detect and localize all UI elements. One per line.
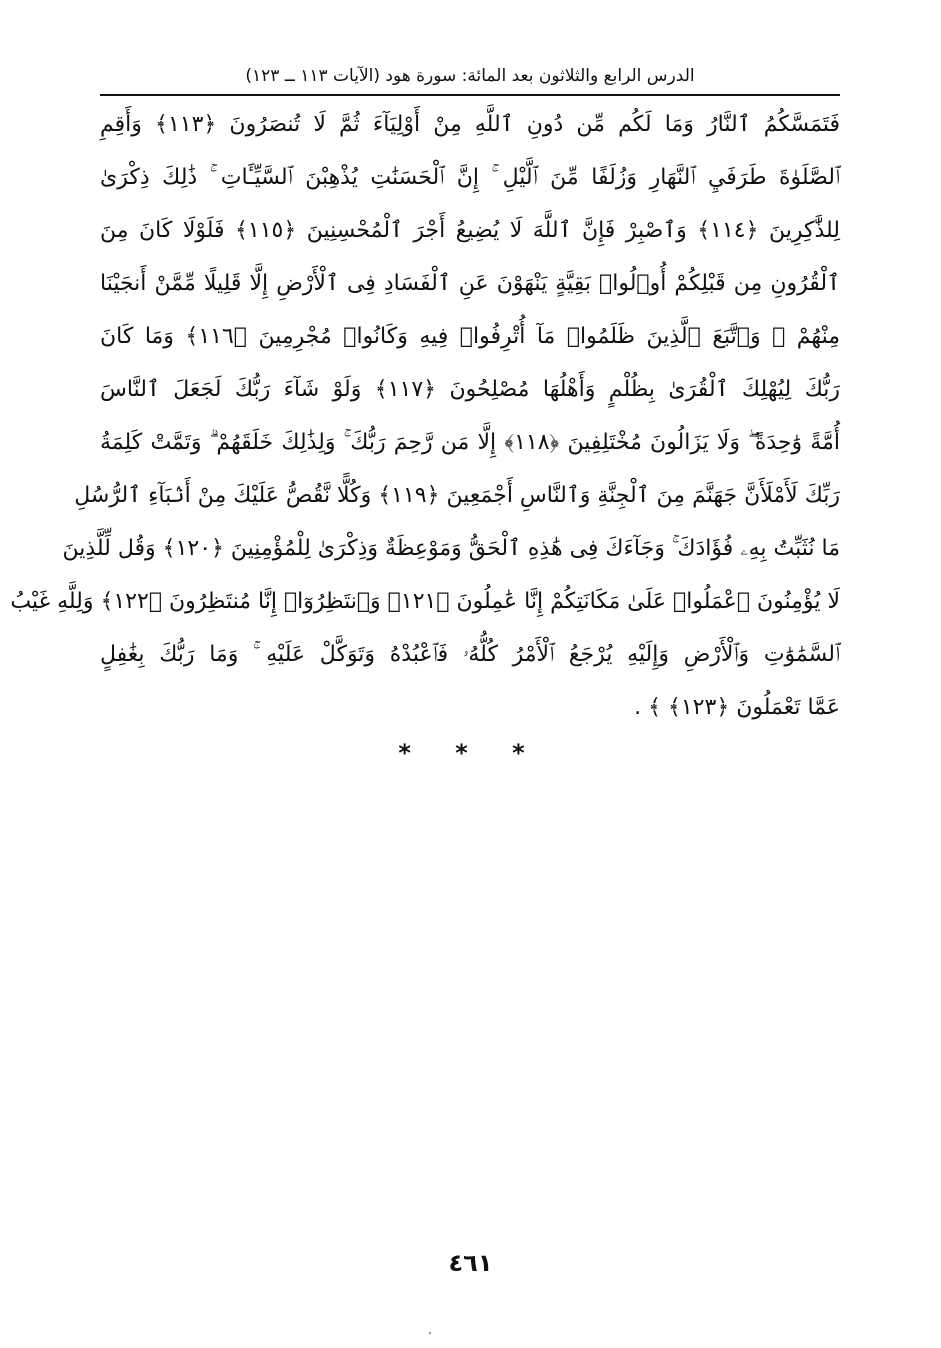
verse-line: أُمَّةً وَٰحِدَةً ۖ وَلَا يَزَالُونَ مُخْتَلِفِينَ ﴿١١٨﴾ إِلَّا مَن رَّحِمَ رَبُّكَ ۚ وَلِذَٰلِكَ خَلَقَهُمْ ۗ وَتَمَّتْ كَلِمَةُ xyxy=(100,430,840,455)
verse-line-final: عَمَّا تَعْمَلُونَ ﴿١٢٣﴾ ﴾ . xyxy=(634,695,840,720)
verse-line: ٱلسَّمَٰوَٰتِ وَٱلْأَرْضِ وَإِلَيْهِ يُرْجَعُ ٱلْأَمْرُ كُلُّهُۥ فَٱعْبُدْهُ وَتَوَكَّلْ عَلَيْهِ ۚ وَمَا رَبُّكَ بِغَٰفِلٍ xyxy=(100,642,840,667)
page-number: ٤٦١ xyxy=(448,1249,493,1277)
quran-text-block xyxy=(10,98,840,734)
verse-line: فَتَمَسَّكُمُ ٱلنَّارُ وَمَا لَكُم مِّن دُونِ ٱللَّهِ مِنْ أَوْلِيَآءَ ثُمَّ لَا تُنصَرُونَ ﴿١١٣﴾ وَأَقِمِ xyxy=(100,112,840,137)
verse-line: لِلذَّٰكِرِينَ ﴿١١٤﴾ وَٱصْبِرْ فَإِنَّ ٱللَّهَ لَا يُضِيعُ أَجْرَ ٱلْمُحْسِنِينَ ﴿١١٥﴾ فَلَوْلَا كَانَ مِنَ xyxy=(100,218,840,243)
verse-line: رَبُّكَ لِيُهْلِكَ ٱلْقُرَىٰ بِظُلْمٍ وَأَهْلُهَا مُصْلِحُونَ ﴿١١٧﴾ وَلَوْ شَآءَ رَبُّكَ لَجَعَلَ ٱلنَّاسَ xyxy=(100,377,840,402)
verse-line: ٱلصَّلَوٰةَ طَرَفَيِ ٱلنَّهَارِ وَزُلَفًا مِّنَ ٱلَّيْلِ ۚ إِنَّ ٱلْحَسَنَٰتِ يُذْهِبْنَ ٱلسَّيِّـَٔاتِ ۚ ذَٰلِكَ ذِكْرَىٰ xyxy=(100,165,840,190)
verse-line: مِنْهُمْ ۗ وَٱتَّبَعَ ٱلَّذِينَ ظَلَمُوا۟ مَآ أُتْرِفُوا۟ فِيهِ وَكَانُوا۟ مُجْرِمِينَ ﴿١١٦﴾ وَمَا كَانَ xyxy=(100,324,840,349)
running-header: الدرس الرابع والثلاثون بعد المائة: سورة هود (الآيات ١١٣ ــ ١٢٣) xyxy=(245,66,695,86)
verse-line: مَا نُثَبِّتُ بِهِۦ فُؤَادَكَ ۚ وَجَآءَكَ فِى هَٰذِهِ ٱلْحَقُّ وَمَوْعِظَةٌ وَذِكْرَىٰ لِلْمُؤْمِنِينَ ﴿١٢٠﴾ وَقُل لِّلَّذِينَ xyxy=(62,536,840,561)
header-divider xyxy=(100,94,840,96)
section-separator: * * * xyxy=(398,739,543,767)
scan-speck xyxy=(429,1332,431,1334)
verse-line: لَا يُؤْمِنُونَ ٱعْمَلُوا۟ عَلَىٰ مَكَانَتِكُمْ إِنَّا عَٰمِلُونَ ﴿١٢١﴾ وَٱنتَظِرُوٓا۟ إِنَّا مُنتَظِرُونَ ﴿١٢٢﴾ وَلِلَّهِ غَيْبُ xyxy=(10,589,840,614)
verse-line: ٱلْقُرُونِ مِن قَبْلِكُمْ أُو۟لُوا۟ بَقِيَّةٍ يَنْهَوْنَ عَنِ ٱلْفَسَادِ فِى ٱلْأَرْضِ إِلَّا قَلِيلًا مِّمَّنْ أَنجَيْنَا xyxy=(100,271,840,296)
verse-line: رَبِّكَ لَأَمْلَأَنَّ جَهَنَّمَ مِنَ ٱلْجِنَّةِ وَٱلنَّاسِ أَجْمَعِينَ ﴿١١٩﴾ وَكُلًّا نَّقُصُّ عَلَيْكَ مِنْ أَنۢبَآءِ ٱلرُّسُلِ xyxy=(74,483,840,508)
